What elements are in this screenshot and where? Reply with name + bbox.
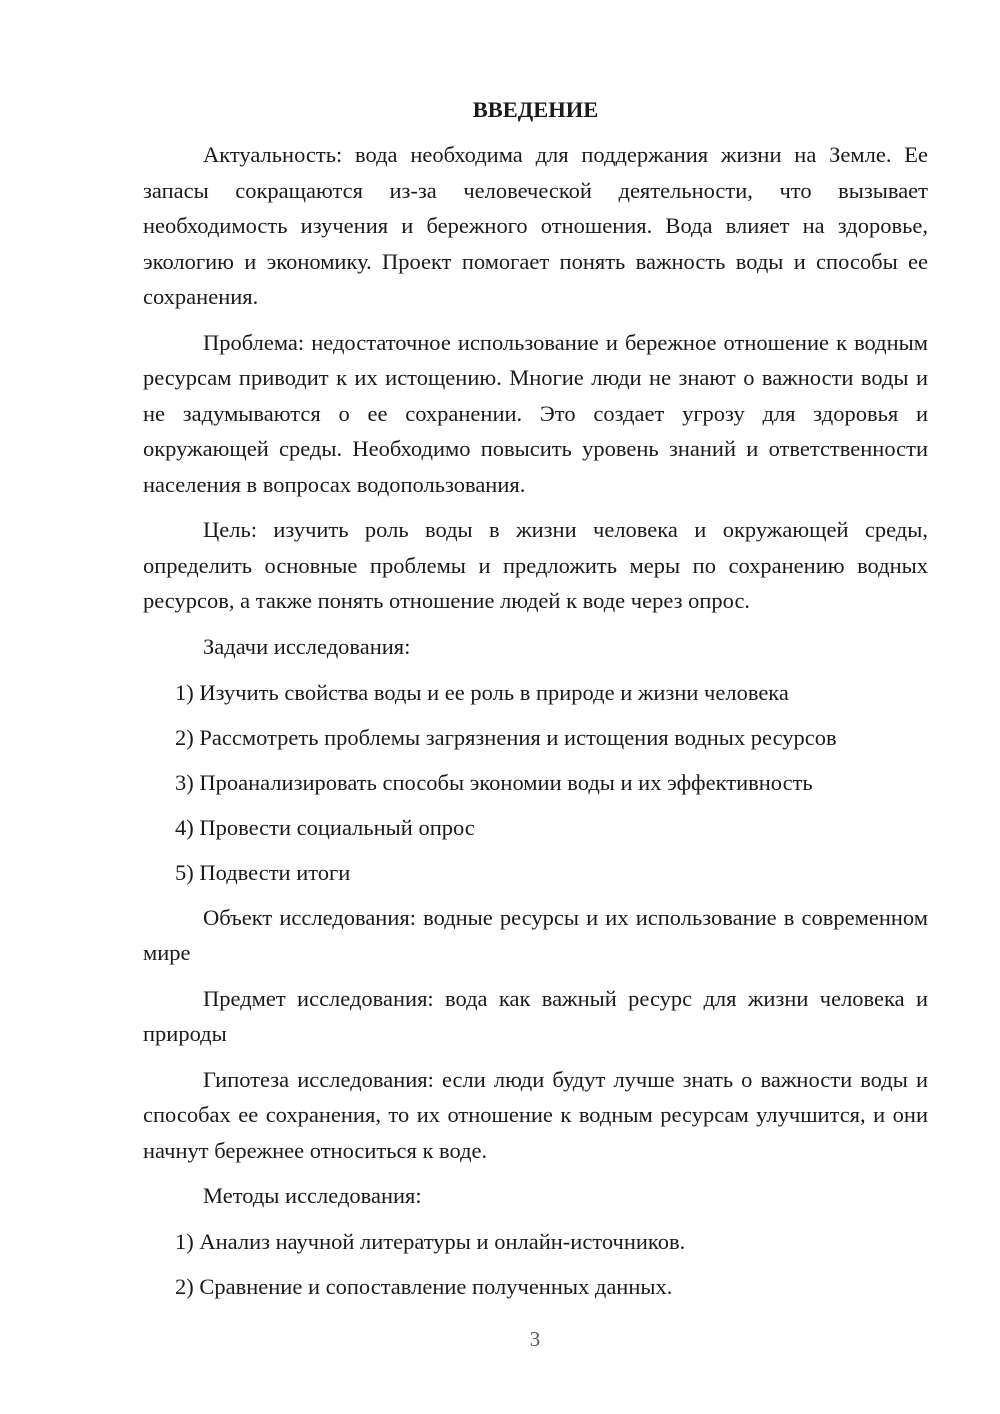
tasks-list [143, 675, 928, 891]
method-item: 2) Сравнение и сопоставление полученных данных. [175, 1274, 673, 1299]
task-item: 5) Подвести итоги [175, 859, 351, 885]
tasks-heading: Задачи исследования: [203, 633, 411, 659]
goal-paragraph: Цель: изучить роль воды в жизни человека и окружающей среды, определить основные проблемы и предложить меры по сохранению водных ресурсов, а также понять отношение людей к воде через опрос. [143, 517, 928, 613]
task-item: 4) Провести социальный опрос [175, 814, 475, 840]
object-paragraph: Объект исследования: водные ресурсы и их использование в современном мире [143, 904, 928, 965]
methods-heading: Методы исследования: [203, 1183, 422, 1208]
methods-list [143, 1224, 928, 1305]
relevance-paragraph: Актуальность: вода необходима для поддержания жизни на Земле. Ее запасы сокращаются из-за человеческой деятельности, что вызывает необходимость изучения и бережного отношения. Вода влияет на здоровье, экологию и экономику. Проект помогает понять важность воды и способы ее сохранения. [143, 142, 928, 309]
page-number: 3 [529, 1327, 541, 1351]
section-title: ВВЕДЕНИЕ [472, 97, 599, 122]
subject-paragraph: Предмет исследования: вода как важный ресурс для жизни человека и природы [143, 985, 928, 1046]
problem-paragraph: Проблема: недостаточное использование и бережное отношение к водным ресурсам приводит к их истощению. Многие люди не знают о важности воды и не задумываются о ее сохранении. Это создает угрозу для здоровья и окружающей среды. Необходимо повысить уровень знаний и ответственности населения в вопросах водопользования. [143, 329, 928, 497]
page-content [143, 92, 928, 1314]
task-item: 3) Проанализировать способы экономии воды и их эффективность [175, 769, 813, 795]
task-item: 2) Рассмотреть проблемы загрязнения и истощения водных ресурсов [175, 724, 837, 750]
task-item: 1) Изучить свойства воды и ее роль в природе и жизни человека [175, 679, 789, 705]
method-item: 1) Анализ научной литературы и онлайн-источников. [175, 1229, 686, 1254]
hypothesis-paragraph: Гипотеза исследования: если люди будут лучше знать о важности воды и способах ее сохранения, то их отношение к водным ресурсам улучшится, и они начнут бережнее относиться к воде. [143, 1066, 928, 1163]
